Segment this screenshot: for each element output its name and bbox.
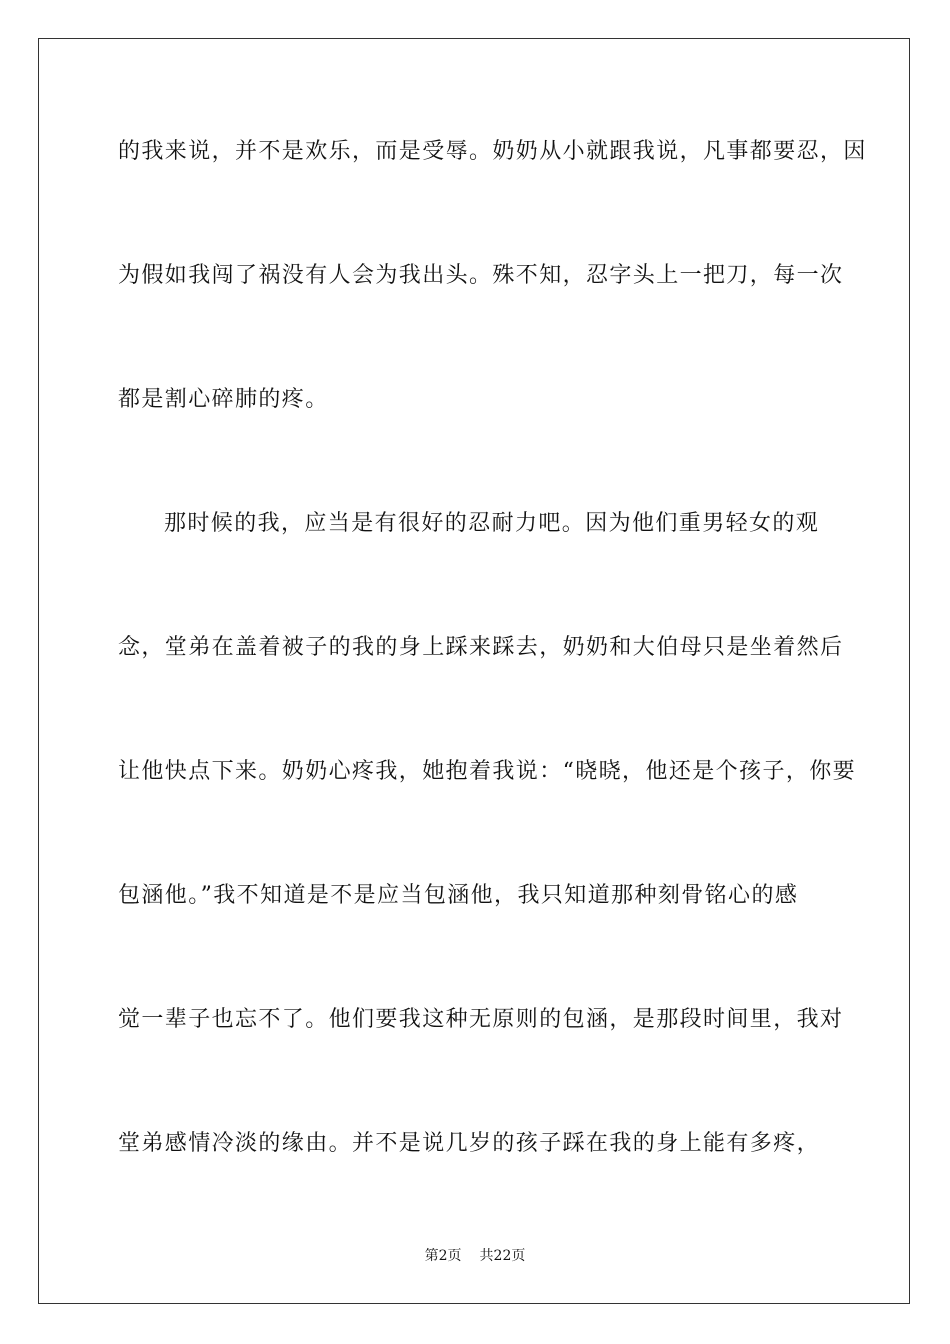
body-text-line: 堂弟感情冷淡的缘由。并不是说几岁的孩子踩在我的身上能有多疼， <box>118 1131 821 1156</box>
body-text-line: 包涵他。”我不知道是不是应当包涵他，我只知道那种刻骨铭心的感 <box>118 883 799 908</box>
body-text-line: 为假如我闯了祸没有人会为我出头。殊不知，忍字头上一把刀，每一次 <box>118 263 844 288</box>
page-border <box>38 38 910 1304</box>
body-text-line: 觉一辈子也忘不了。他们要我这种无原则的包涵，是那段时间里，我对 <box>118 1007 844 1032</box>
page-footer <box>0 1246 950 1266</box>
body-text-line: 念，堂弟在盖着被子的我的身上踩来踩去，奶奶和大伯母只是坐着然后 <box>118 635 844 660</box>
body-text-line: 都是割心碎肺的疼。 <box>118 387 329 412</box>
page-number: 第2页 <box>424 1248 462 1264</box>
total-pages: 共22页 <box>479 1248 526 1264</box>
body-text-line: 的我来说，并不是欢乐，而是受辱。奶奶从小就跟我说，凡事都要忍，因 <box>118 139 867 164</box>
body-text-line: 让他快点下来。奶奶心疼我，她抱着我说：“晓晓，他还是个孩子，你要 <box>118 759 857 784</box>
body-text-line: 那时候的我，应当是有很好的忍耐力吧。因为他们重男轻女的观 <box>164 511 820 536</box>
